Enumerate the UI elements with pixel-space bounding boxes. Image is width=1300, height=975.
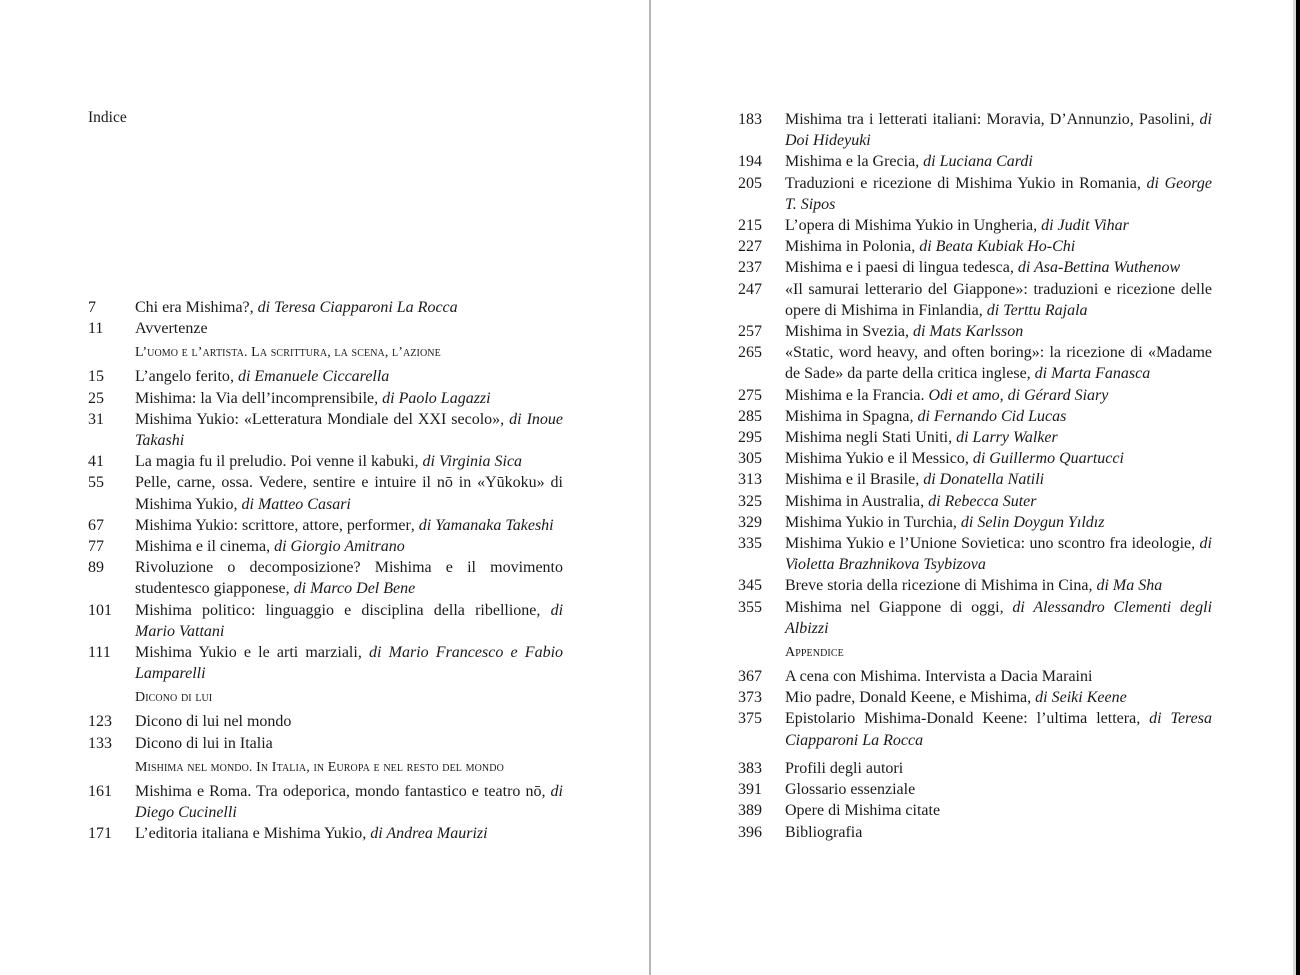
toc-entry-text: [785, 406, 1212, 427]
toc-page-number-cell: [738, 342, 785, 384]
toc-entry[interactable]: [88, 781, 563, 823]
toc-entry-text: [785, 708, 1212, 750]
toc-page-number: 389: [738, 802, 762, 820]
toc-entry-title: Pelle, carne, ossa. Vedere, sentire e intuire il nō in «Yūkoku» di Mishima Yukio: [135, 474, 563, 513]
toc-entry-title: Mishima in Spagna: [785, 407, 910, 425]
toc-entry-title-italic: Odi et amo: [928, 386, 1000, 404]
toc-entry-author: di Guillermo Quartucci: [972, 450, 1124, 468]
toc-entry-text: [785, 257, 1212, 278]
toc-page-number-cell: [738, 708, 785, 750]
toc-entry-text: [785, 151, 1212, 172]
toc-entry-text: [785, 491, 1212, 512]
toc-page-number-cell: [88, 388, 135, 409]
toc-entry-text: [785, 279, 1212, 321]
toc-page-number: 375: [738, 710, 762, 728]
toc-entry-text: [135, 733, 563, 754]
toc-entry-title: Mishima in Polonia: [785, 238, 912, 256]
toc-entry-title: Mishima e la Grecia: [785, 153, 916, 171]
toc-entry-text: [785, 597, 1212, 639]
toc-entry[interactable]: [738, 236, 1212, 257]
toc-page-number-cell: [738, 469, 785, 490]
toc-page-number-cell: [88, 297, 135, 318]
toc-entry[interactable]: [738, 512, 1212, 533]
toc-page-number: 67: [88, 516, 104, 534]
toc-page-number: 101: [88, 601, 112, 619]
toc-entry-author: di Teresa Ciapparoni La Rocca: [257, 299, 458, 316]
toc-entry-title: Profili degli autori: [785, 759, 904, 777]
toc-page-number: 329: [738, 513, 762, 531]
toc-entry[interactable]: [738, 597, 1212, 639]
toc-entry[interactable]: [88, 388, 563, 409]
toc-page-number: 194: [738, 153, 762, 171]
toc-entry-title: Mio padre, Donald Keene, e Mishima: [785, 689, 1028, 707]
toc-entry-author: di Virginia Sica: [422, 453, 523, 471]
toc-page-number-cell: [738, 597, 785, 639]
toc-author-separator: ,: [1136, 710, 1150, 728]
toc-entry-title: Mishima in Australia: [785, 492, 921, 510]
toc-author-separator: ,: [249, 299, 258, 316]
toc-entry-author: di Ma Sha: [1096, 577, 1163, 595]
toc-page-number-cell: [738, 575, 785, 596]
toc-entry-author: di Giorgio Amitrano: [274, 538, 405, 556]
toc-page-number: 345: [738, 577, 762, 595]
toc-entry[interactable]: [88, 318, 563, 339]
toc-entry[interactable]: [88, 600, 563, 642]
toc-page-number-cell: [88, 823, 135, 844]
toc-page-number: 31: [88, 410, 104, 428]
index-title: Indice: [88, 109, 127, 126]
toc-author-separator: ,: [909, 407, 918, 425]
toc-entry-text: [785, 448, 1212, 469]
toc-entry-author: di George T. Sipos: [785, 174, 1212, 213]
toc-entry-title: Avvertenze: [135, 320, 208, 338]
toc-page-number-cell: [738, 215, 785, 236]
toc-page-number-cell: [738, 491, 785, 512]
toc-entry[interactable]: [738, 575, 1212, 596]
toc-entry-text: [135, 600, 563, 642]
toc-entry[interactable]: [738, 427, 1212, 448]
toc-page-number: 11: [88, 320, 104, 338]
toc-entry-author: di Marco Del Bene: [293, 580, 416, 598]
toc-author-separator: ,: [541, 782, 551, 800]
toc-entry[interactable]: [738, 109, 1212, 151]
toc-entry-author: di Beata Kubiak Ho-Chi: [919, 238, 1076, 256]
toc-entry-text: [135, 536, 563, 557]
toc-entry-author: di Seiki Keene: [1035, 689, 1127, 707]
toc-entry-title: Dicono di lui in Italia: [135, 734, 273, 752]
toc-page-number-cell: [738, 758, 785, 779]
toc-entry-title: Mishima Yukio: «Letteratura Mondiale del XXI secolo»: [135, 410, 501, 428]
toc-author-separator: ,: [1190, 111, 1200, 128]
toc-entry-text: [135, 388, 563, 409]
toc-entry-title: L’opera di Mishima Yukio in Ungheria: [785, 217, 1034, 235]
toc-author-separator: ,: [999, 598, 1013, 616]
toc-page-number-cell: [738, 779, 785, 800]
page-edge: [1296, 0, 1300, 975]
toc-page-number: 355: [738, 598, 762, 616]
toc-author-separator: ,: [1026, 365, 1035, 383]
toc-author-separator: ,: [500, 410, 510, 428]
toc-entry-title: Mishima Yukio e l’Unione Sovietica: uno scontro fra ideologie: [785, 535, 1192, 553]
toc-author-separator: ,: [920, 492, 929, 510]
toc-entry[interactable]: [88, 711, 563, 732]
right-page: [651, 0, 1296, 975]
toc-spacer: [738, 751, 1212, 758]
toc-page-number-cell: [738, 512, 785, 533]
toc-entry-title: Mishima Yukio e il Messico: [785, 450, 965, 468]
toc-page-number-cell: [88, 451, 135, 472]
toc-section-heading: Appendice: [785, 645, 844, 661]
toc-page-number-cell: [738, 448, 785, 469]
toc-page-number: 391: [738, 781, 762, 799]
toc-page-number-cell: [88, 711, 135, 732]
toc-author-separator: ,: [948, 429, 957, 447]
toc-entry-title: Mishima tra i letterati italiani: Moravia, D’Annunzio, Pasolini: [785, 111, 1191, 128]
toc-entry-author: di Fernando Cid Lucas: [917, 407, 1067, 425]
toc-entry[interactable]: [88, 451, 563, 472]
toc-author-separator: ,: [357, 644, 369, 662]
toc-entry[interactable]: [738, 491, 1212, 512]
toc-author-separator: ,: [964, 450, 973, 468]
toc-page-number: 227: [738, 238, 762, 256]
toc-page-number: 133: [88, 734, 112, 752]
toc-entry-text: [135, 781, 563, 823]
toc-entry-author: di Paolo Lagazzi: [382, 389, 491, 407]
toc-entry[interactable]: [738, 779, 1212, 800]
toc-entry-text: [785, 236, 1212, 257]
toc-page-number: 325: [738, 492, 762, 510]
toc-page-number-cell: [88, 600, 135, 642]
toc-page-number-cell: [738, 279, 785, 321]
toc-page-number: 396: [738, 823, 762, 841]
toc-entry-text: [135, 515, 563, 536]
toc-page-number-cell: [738, 151, 785, 172]
toc-entry-title: Mishima in Svezia: [785, 323, 905, 341]
toc-author-separator: ,: [952, 513, 961, 531]
toc-entry-author: di Doi Hideyuki: [785, 111, 1212, 150]
toc-entry-text: [785, 533, 1212, 575]
toc-author-separator: ,: [229, 368, 238, 386]
toc-entry-author: di Gérard Siary: [1007, 386, 1109, 404]
toc-page-number: 247: [738, 280, 762, 298]
toc-page-number: 257: [738, 323, 762, 341]
toc-entry[interactable]: [738, 215, 1212, 236]
toc-author-separator: ,: [285, 580, 294, 598]
toc-author-separator: ,: [904, 323, 913, 341]
toc-page-number: 111: [88, 644, 111, 662]
toc-entry-title: Rivoluzione o decomposizione? Mishima e il movimento studentesco giapponese: [135, 559, 563, 598]
toc-entry[interactable]: [738, 687, 1212, 708]
toc-page-number-cell: [738, 687, 785, 708]
toc-page-number-cell: [738, 666, 785, 687]
toc-entry[interactable]: [738, 469, 1212, 490]
toc-entry[interactable]: [738, 151, 1212, 172]
toc-entry-title: Bibliografia: [785, 823, 863, 841]
toc-entry-author: di Violetta Brazhnikova Tsybizova: [785, 535, 1212, 574]
toc-page-number-cell: [738, 822, 785, 843]
toc-author-separator: ,: [374, 389, 383, 407]
toc-entry-title: A cena con Mishima. Intervista a Dacia Maraini: [785, 668, 1093, 686]
toc-entry-title: Mishima nel Giappone di oggi: [785, 598, 1000, 616]
toc-entry[interactable]: [88, 515, 563, 536]
toc-page-number: 41: [88, 453, 104, 471]
toc-entry-author: di Andrea Maurizi: [370, 825, 488, 843]
toc-author-separator: ,: [1027, 689, 1036, 707]
toc-entry[interactable]: [88, 297, 563, 318]
toc-entry-text: [785, 800, 1212, 821]
toc-entry[interactable]: [738, 533, 1212, 575]
toc-entry-title: Mishima: la Via dell’incomprensibile: [135, 389, 375, 407]
toc-page-number: 335: [738, 535, 762, 553]
toc-page-number: 123: [88, 713, 112, 731]
toc-entry-text: [785, 758, 1212, 779]
toc-entry[interactable]: [738, 257, 1212, 278]
toc-entry-author: di Larry Walker: [956, 429, 1058, 447]
toc-entry-author: di Emanuele Ciccarella: [237, 368, 390, 386]
toc-page-number: 89: [88, 559, 104, 577]
toc-entry-text: [785, 469, 1212, 490]
toc-entry[interactable]: [738, 666, 1212, 687]
toc-entry[interactable]: [738, 708, 1212, 750]
toc-entry[interactable]: [88, 823, 563, 844]
toc-entry-author: di Luciana Cardi: [923, 153, 1033, 171]
toc-author-separator: ,: [362, 825, 371, 843]
toc-entry-title: Mishima Yukio: scrittore, attore, performer: [135, 516, 411, 534]
toc-entry-title: «Il samurai letterario del Giappone»: traduzioni e ricezione delle opere di Mishima in Finlandia: [785, 280, 1212, 319]
toc-entry-text: [785, 666, 1212, 687]
toc-entry[interactable]: [738, 385, 1212, 406]
toc-entry-text: [135, 409, 563, 451]
toc-page-number: 77: [88, 538, 104, 556]
toc-page-number: 285: [738, 407, 762, 425]
toc-entry-title: Mishima negli Stati Uniti: [785, 429, 949, 447]
toc-author-separator: ,: [1088, 577, 1097, 595]
toc-entry-title: Mishima e il cinema: [135, 538, 267, 556]
toc-entry-text: [785, 687, 1212, 708]
toc-author-separator: ,: [414, 453, 423, 471]
toc-right: [738, 109, 1212, 843]
toc-entry-text: [135, 472, 563, 514]
toc-page-number: 25: [88, 389, 104, 407]
toc-page-number: 373: [738, 689, 762, 707]
toc-entry-text: [785, 427, 1212, 448]
toc-entry-title: Opere di Mishima citate: [785, 802, 941, 820]
toc-page-number-cell: [738, 173, 785, 215]
toc-entry-title: Dicono di lui nel mondo: [135, 713, 292, 731]
toc-entry-title: Glossario essenziale: [785, 781, 916, 799]
toc-entry-text: [785, 575, 1212, 596]
toc-entry[interactable]: [88, 409, 563, 451]
toc-page-number-cell: [738, 406, 785, 427]
toc-page-number-cell: [738, 427, 785, 448]
toc-entry[interactable]: [88, 472, 563, 514]
toc-entry-title: L’angelo ferito: [135, 368, 230, 386]
toc-entry[interactable]: [738, 758, 1212, 779]
toc-entry-author: di Mario Vattani: [135, 601, 564, 640]
toc-author-separator: ,: [536, 601, 551, 619]
toc-page-number: 383: [738, 759, 762, 777]
toc-page-number-cell: [738, 533, 785, 575]
toc-entry[interactable]: [88, 642, 563, 684]
toc-entry-title: La magia fu il preludio. Poi venne il kabuki: [135, 453, 415, 471]
toc-entry-author: di Terttu Rajala: [986, 301, 1088, 319]
toc-entry[interactable]: [88, 366, 563, 387]
toc-author-separator: ,: [915, 153, 924, 171]
toc-entry-author: di Asa-Bettina Wuthenow: [1017, 259, 1181, 277]
toc-page-number: 275: [738, 386, 762, 404]
toc-entry-title: Mishima politico: linguaggio e disciplina della ribellione: [135, 601, 537, 619]
toc-entry-text: [135, 711, 563, 732]
toc-entry-text: [135, 297, 563, 318]
toc-entry[interactable]: [738, 448, 1212, 469]
toc-entry-author: di Teresa Ciapparoni La Rocca: [785, 710, 1213, 749]
toc-page-number-cell: [88, 409, 135, 451]
toc-entry[interactable]: [88, 557, 563, 599]
toc-page-number-cell: [738, 385, 785, 406]
toc-entry-author: di Diego Cucinelli: [135, 782, 563, 822]
toc-entry[interactable]: [88, 733, 563, 754]
toc-entry[interactable]: [738, 800, 1212, 821]
toc-author-separator: ,: [410, 516, 419, 534]
toc-author-separator: ,: [1191, 535, 1200, 553]
toc-entry-text: [135, 823, 563, 844]
toc-entry-author: di Matteo Casari: [241, 495, 351, 513]
toc-left: [88, 297, 563, 844]
toc-entry[interactable]: [738, 342, 1212, 384]
toc-entry-title: Breve storia della ricezione di Mishima in Cina: [785, 577, 1089, 595]
toc-page-number: 265: [738, 344, 762, 362]
toc-entry-text: [785, 321, 1212, 342]
toc-entry-text: [785, 173, 1212, 215]
toc-author-separator: ,: [978, 301, 987, 319]
toc-page-number-cell: [88, 515, 135, 536]
toc-entry-text: [785, 779, 1212, 800]
toc-entry-text: [135, 557, 563, 599]
toc-author-separator: ,: [915, 471, 924, 489]
toc-entry-title: Mishima e la Francia.: [785, 386, 929, 404]
toc-entry-title: Mishima e Roma. Tra odeporica, mondo fantastico e teatro nō: [135, 782, 542, 800]
toc-page-number-cell: [738, 109, 785, 151]
toc-entry-text: [785, 109, 1212, 151]
toc-page-number-cell: [88, 557, 135, 599]
toc-page-number: 15: [88, 368, 104, 386]
toc-entry-text: [135, 451, 563, 472]
toc-entry-author: di Alessandro Clementi degli Albizzi: [785, 598, 1213, 637]
toc-entry-text: [135, 642, 563, 684]
toc-entry[interactable]: [738, 822, 1212, 843]
toc-author-separator: ,: [1136, 174, 1147, 192]
toc-entry-title: Traduzioni e ricezione di Mishima Yukio in Romania: [785, 174, 1137, 192]
toc-entry-text: [785, 385, 1212, 406]
toc-entry-text: [785, 822, 1212, 843]
toc-page-number: 7: [88, 299, 96, 316]
toc-page-number-cell: [738, 257, 785, 278]
toc-page-number-cell: [88, 366, 135, 387]
toc-entry-title: Epistolario Mishima-Donald Keene: l’ultima lettera: [785, 710, 1137, 728]
toc-page-number-cell: [738, 321, 785, 342]
toc-author-separator: ,: [266, 538, 275, 556]
toc-author-separator: ,: [999, 386, 1008, 404]
toc-entry-author: di Selin Doygun Yıldız: [960, 513, 1105, 531]
toc-entry-author: di Yamanaka Takeshi: [418, 516, 554, 534]
toc-page-number: 237: [738, 259, 762, 277]
toc-entry-title: L’editoria italiana e Mishima Yukio: [135, 825, 363, 843]
toc-entry-author: di Mats Karlsson: [912, 323, 1024, 341]
toc-page-number: 205: [738, 174, 762, 192]
toc-entry-author: di Donatella Natili: [923, 471, 1045, 489]
toc-entry-text: [135, 366, 563, 387]
toc-page-number: 171: [88, 825, 112, 843]
toc-entry[interactable]: [738, 279, 1212, 321]
toc-entry[interactable]: [738, 406, 1212, 427]
toc-section-heading: Mishima nel mondo. In Italia, in Europa e nel resto del mondo: [135, 759, 504, 775]
toc-page-number: 55: [88, 474, 104, 492]
toc-entry-text: [785, 512, 1212, 533]
toc-entry-title: «Static, word heavy, and often boring»: la ricezione di «Madame de Sade» da parte della critica inglese: [785, 344, 1212, 383]
toc-author-separator: ,: [911, 238, 920, 256]
toc-page-number: 295: [738, 429, 762, 447]
toc-author-separator: ,: [233, 495, 242, 513]
toc-entry-text: [785, 342, 1212, 384]
toc-page-number-cell: [88, 781, 135, 823]
toc-page-number-cell: [88, 318, 135, 339]
toc-author-separator: ,: [1009, 259, 1018, 277]
toc-page-number-cell: [738, 236, 785, 257]
toc-entry[interactable]: [738, 173, 1212, 215]
toc-page-number: 313: [738, 471, 762, 489]
toc-page-number: 161: [88, 782, 112, 800]
toc-page-number-cell: [88, 642, 135, 684]
toc-entry-title: Chi era Mishima?: [135, 299, 250, 316]
toc-section-heading: L’uomo e l’artista. La scrittura, la scena, l’azione: [135, 345, 441, 361]
toc-entry-title: Mishima e i paesi di lingua tedesca: [785, 259, 1010, 277]
toc-entry-title: Mishima Yukio in Turchia: [785, 513, 953, 531]
toc-section-heading: Dicono di lui: [135, 690, 213, 706]
toc-page-number-cell: [88, 536, 135, 557]
toc-entry-title: Mishima e il Brasile: [785, 471, 916, 489]
toc-entry-title: Mishima Yukio e le arti marziali: [135, 644, 358, 662]
toc-entry-author: di Inoue Takashi: [135, 410, 564, 450]
toc-entry-author: di Marta Fanasca: [1034, 365, 1151, 383]
toc-entry[interactable]: [88, 536, 563, 557]
toc-page-number: 305: [738, 450, 762, 468]
toc-page-number: 215: [738, 217, 762, 235]
toc-author-separator: ,: [1033, 217, 1042, 235]
toc-entry[interactable]: [738, 321, 1212, 342]
toc-page-number: 367: [738, 668, 762, 686]
toc-entry-text: [135, 318, 563, 339]
toc-page-number-cell: [88, 733, 135, 754]
toc-entry-author: di Judit Vihar: [1041, 217, 1129, 235]
toc-entry-author: di Mario Francesco e Fabio Lamparelli: [135, 644, 564, 683]
toc-page-number-cell: [88, 472, 135, 514]
toc-entry-text: [785, 215, 1212, 236]
toc-entry-author: di Rebecca Suter: [928, 492, 1037, 510]
toc-page-number-cell: [738, 800, 785, 821]
toc-page-number: 183: [738, 111, 762, 128]
